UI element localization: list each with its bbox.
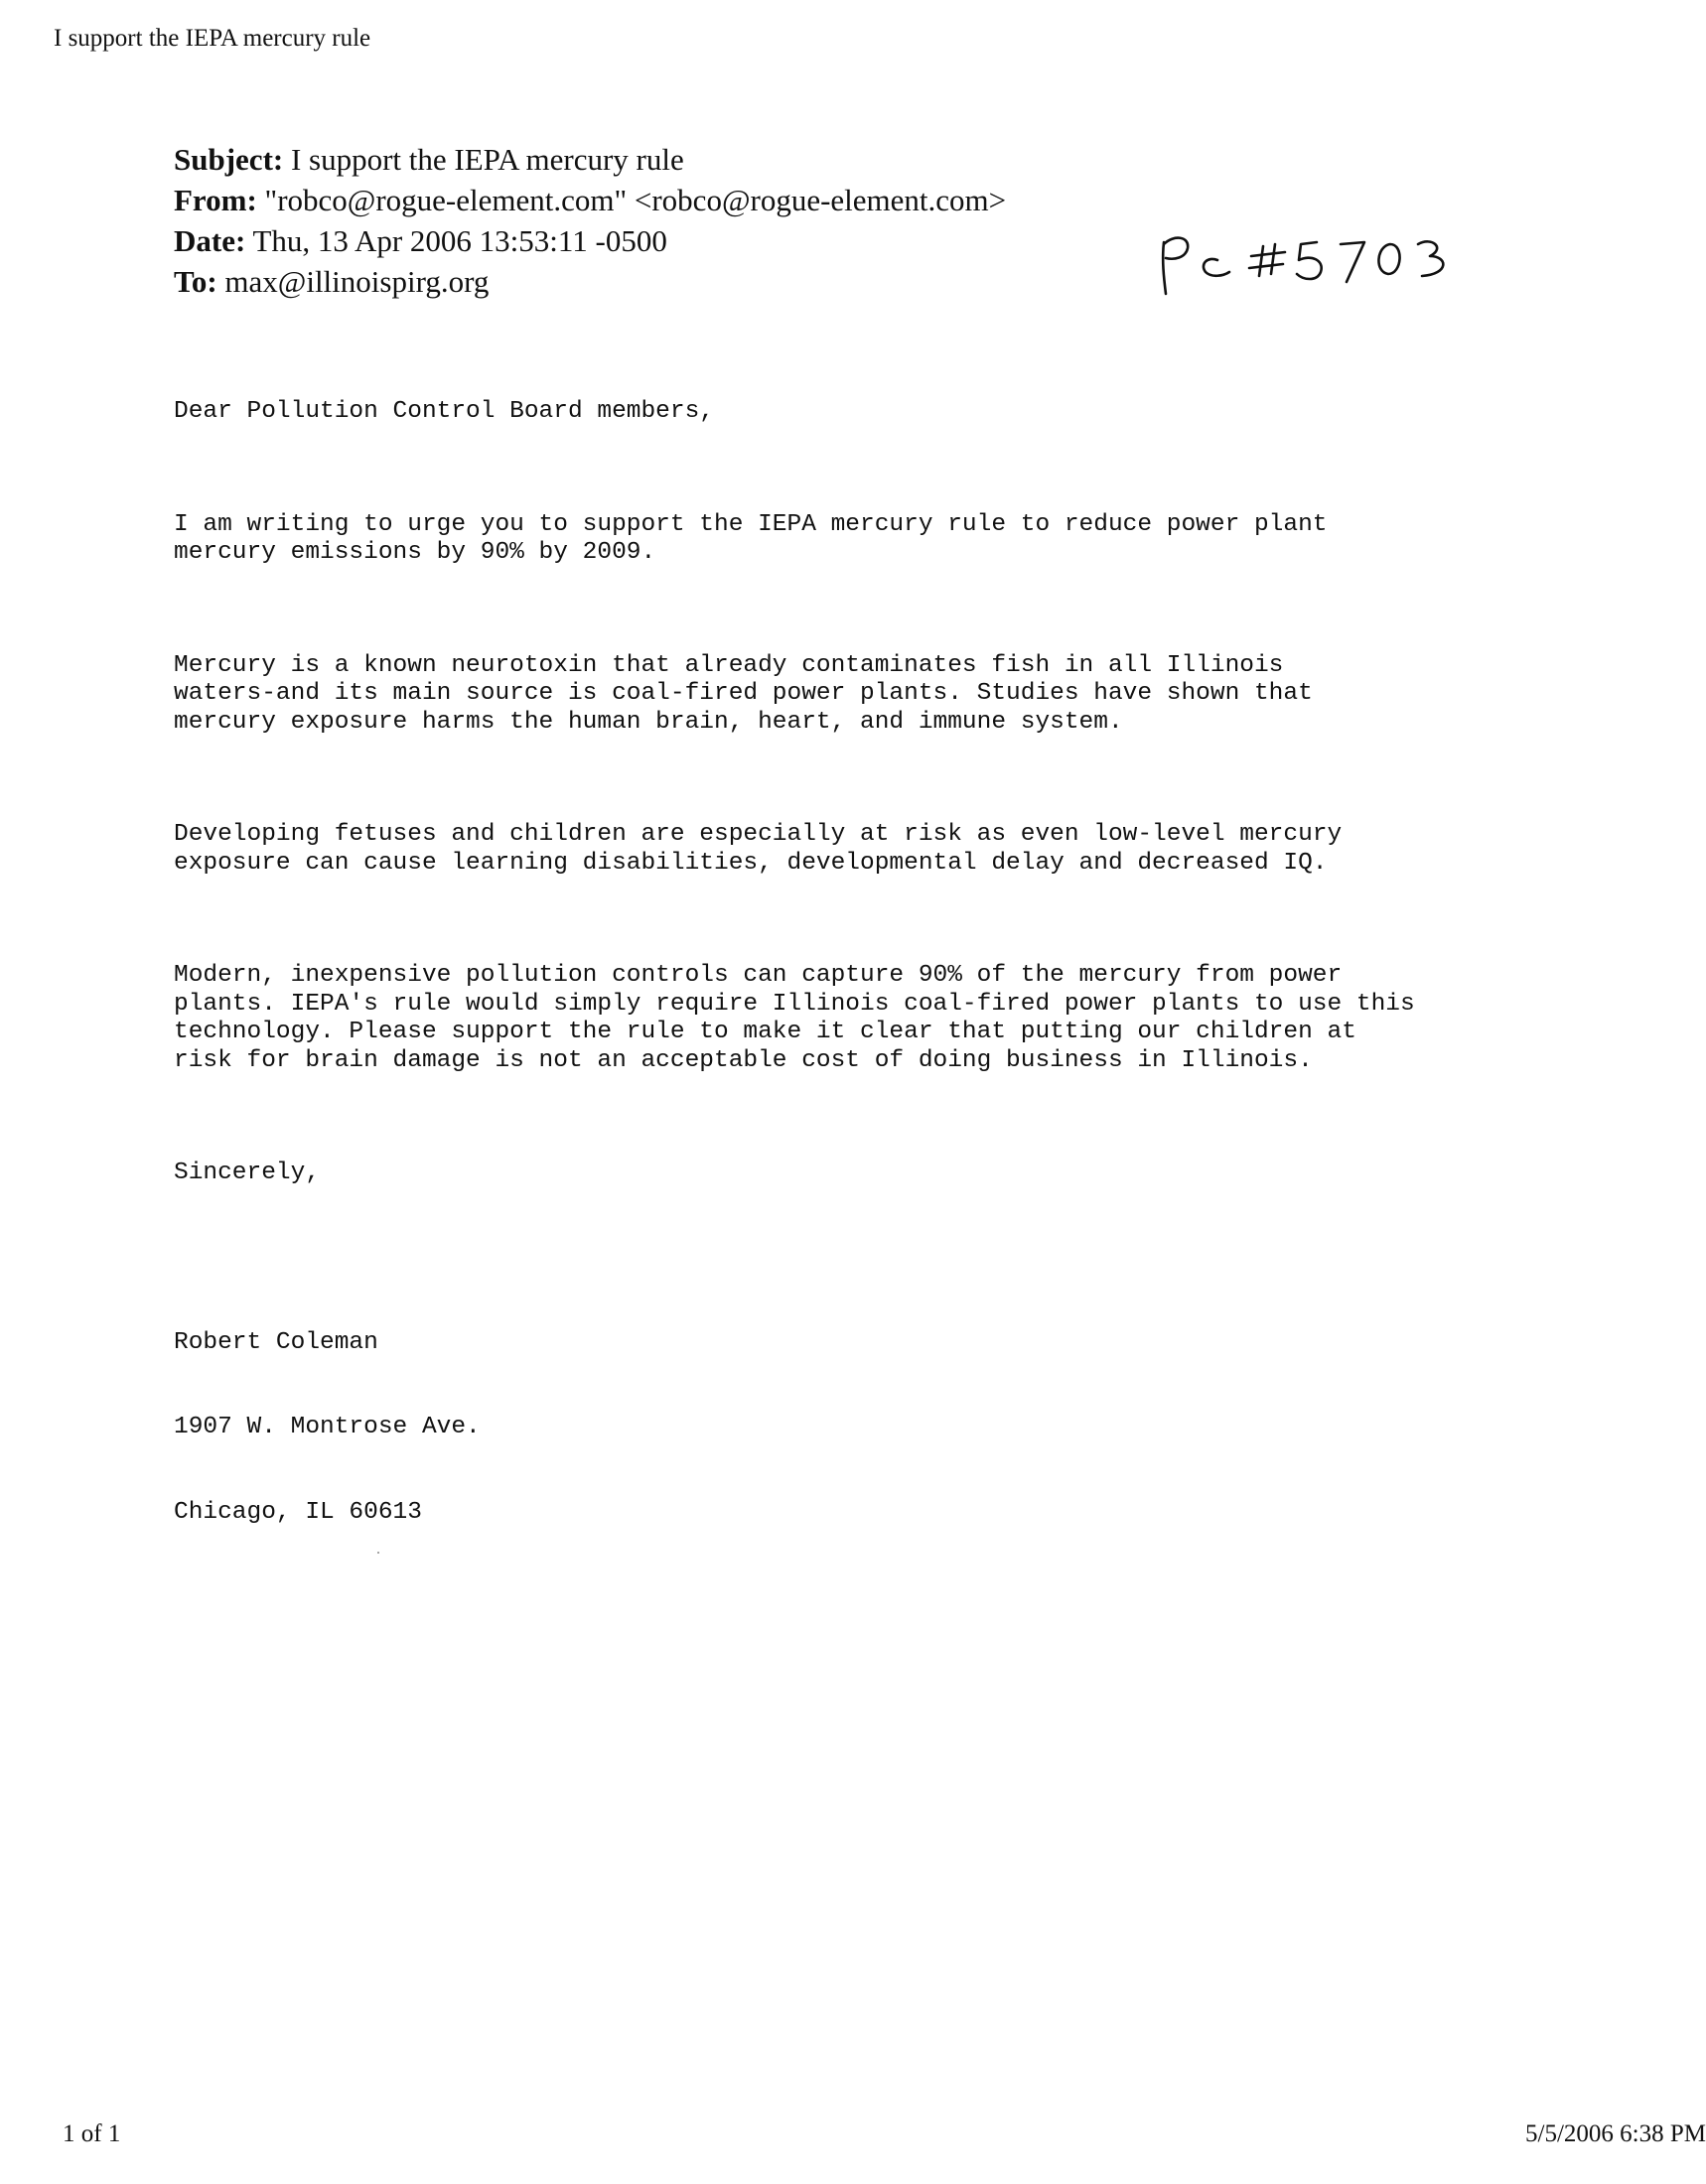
to-value: max@illinoispirg.org [216,264,490,299]
body-paragraph: Developing fetuses and children are especially at risk as even low-level mercury exposure can cause learning disabilities, developmental delay and decreased IQ. [174,821,1343,877]
signature-name: Robert Coleman [174,1328,378,1356]
subject-value: I support the IEPA mercury rule [283,142,684,177]
date-value: Thu, 13 Apr 2006 13:53:11 -0500 [245,223,667,258]
subject-line [174,139,1006,180]
subject-label: Subject: [174,142,284,177]
scan-speck [377,1552,379,1554]
date-line [174,220,1006,261]
signature-block [174,1273,1415,1584]
from-label: From: [174,183,257,217]
page-header-title: I support the IEPA mercury rule [54,25,371,52]
body-paragraph: I am writing to urge you to support the IEPA mercury rule to reduce power plant mercury emissions by 90% by 2009. [174,510,1328,566]
from-line [174,180,1006,220]
footer-timestamp [1525,2120,1706,2148]
signature-city: Chicago, IL 60613 [174,1498,422,1526]
footer-timestamp-text: 5/5/2006 6:38 PM [1525,2120,1706,2147]
email-headers [174,139,1006,302]
handwritten-pc-number [1152,230,1480,300]
date-label: Date: [174,223,246,258]
greeting: Dear Pollution Control Board members, [174,398,714,425]
body-paragraph: Mercury is a known neurotoxin that already contaminates fish in all Illinois waters-and its main source is coal-fired power plants. Studies have shown that mercury exposure harms the human brain, heart, and immune system. [174,651,1313,736]
to-label: To: [174,264,217,299]
body-paragraph: Modern, inexpensive pollution controls can capture 90% of the mercury from power plants. IEPA's rule would simply require Illinois coal-fired power plants to use this technology. Please support the rule to make it clear that putting our children at risk for brain damage is not an acceptable cost of doing business in Illinois. [174,962,1415,1074]
signature-street: 1907 W. Montrose Ave. [174,1414,481,1440]
closing: Sincerely, [174,1160,321,1186]
footer-page-number: 1 of 1 [63,2120,121,2147]
email-body [174,341,1415,1612]
from-value: "robco@rogue-element.com" <robco@rogue-element.com> [256,183,1007,217]
to-line [174,261,1006,302]
